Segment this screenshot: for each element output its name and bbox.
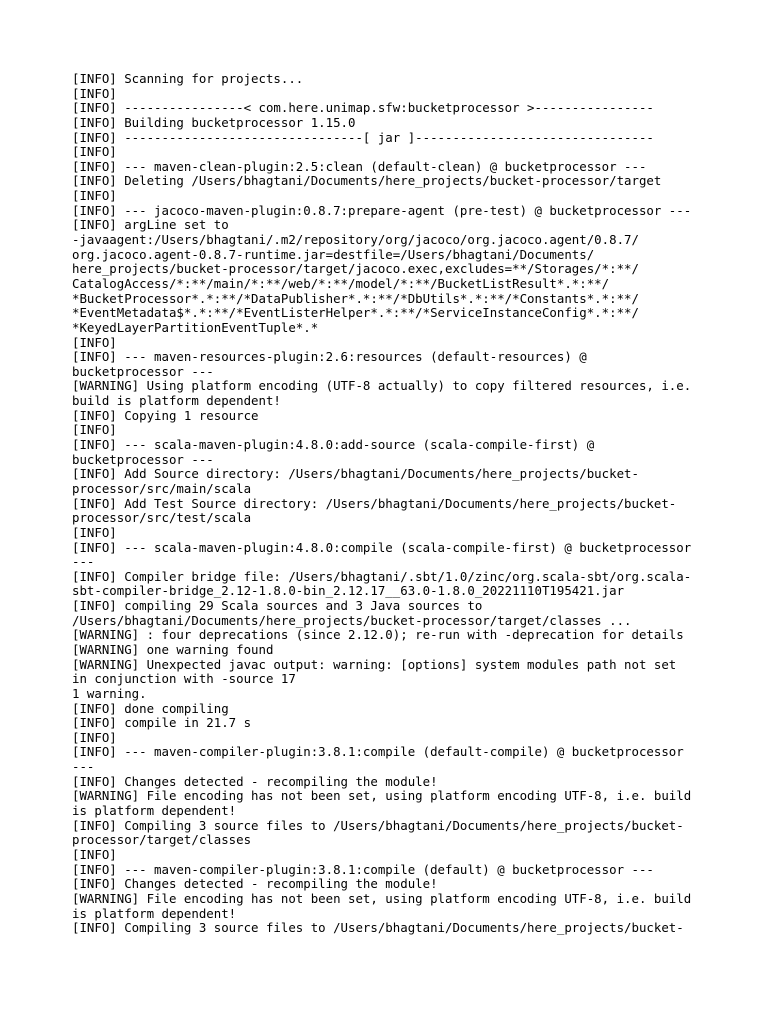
log-line: [INFO] --------------------------------[ jar ]-------------------------------- [72,129,654,145]
log-line: [INFO] ----------------< com.here.unimap.sfw:bucketprocessor >---------------- [72,100,654,116]
log-line: org.jacoco.agent-0.8.7-runtime.jar=destfile=/Users/bhagtani/Documents/ [72,246,595,262]
log-line: [INFO] Scanning for projects... [72,71,304,86]
log-line: [INFO] Add Test Source directory: /Users/bhagtani/Documents/here_projects/bucket- [72,495,677,511]
log-line: [WARNING] File encoding has not been set, using platform encoding UTF-8, i.e. build [72,890,692,906]
log-line: CatalogAccess/*:**/main/*:**/web/*:**/model/*:**/BucketListResult*.*:**/ [72,275,610,291]
log-line: [WARNING] Unexpected javac output: warning: [options] system modules path not set [72,656,677,672]
log-line: is platform dependent! [72,803,237,819]
log-line: processor/target/classes [72,832,252,848]
log-line: [INFO] done compiling [72,700,229,716]
log-line: *BucketProcessor*.*:**/*DataPublisher*.*:**/*DbUtils*.*:**/*Constants*.*:**/ [72,290,639,306]
log-line: sbt-compiler-bridge_2.12-1.8.0-bin_2.12.17__63.0-1.8.0_20221110T195421.jar [72,583,625,599]
log-line: [INFO] [72,334,117,350]
log-line: [INFO] Deleting /Users/bhagtani/Documents/here_projects/bucket-processor/target [72,173,662,189]
log-line: [INFO] [72,85,117,101]
log-line: [INFO] Copying 1 resource [72,407,259,423]
log-line: [INFO] --- scala-maven-plugin:4.8.0:add-source (scala-compile-first) @ [72,437,595,453]
log-line: [INFO] --- maven-compiler-plugin:3.8.1:compile (default-compile) @ bucketprocessor [72,744,684,760]
log-line: --- [72,554,95,570]
log-line: [INFO] [72,188,117,204]
log-line: processor/src/main/scala [72,480,252,496]
log-line: [INFO] [72,144,117,160]
log-line: [INFO] Building bucketprocessor 1.15.0 [72,114,356,130]
log-line: --- [72,759,95,775]
log-line: [INFO] --- maven-resources-plugin:2.6:resources (default-resources) @ [72,349,587,365]
log-line: [INFO] --- maven-compiler-plugin:3.8.1:compile (default) @ bucketprocessor --- [72,861,654,877]
log-line: *EventMetadata$*.*:**/*EventListerHelper*.*:**/*ServiceInstanceConfig*.*:**/ [72,305,639,321]
log-line: [INFO] Changes detected - recompiling the module! [72,876,438,892]
log-line: in conjunction with -source 17 [72,671,296,687]
log-line: is platform dependent! [72,905,237,921]
log-line: [INFO] [72,729,117,745]
log-line: [WARNING] one warning found [72,641,274,657]
log-line: bucketprocessor --- [72,451,214,467]
log-line: processor/src/test/scala [72,510,252,526]
log-line: bucketprocessor --- [72,363,214,379]
log-line: build is platform dependent! [72,393,281,409]
log-line: [INFO] --- scala-maven-plugin:4.8.0:compile (scala-compile-first) @ bucketprocessor [72,539,692,555]
log-line: [INFO] compile in 21.7 s [72,715,252,731]
log-line: 1 warning. [72,685,147,701]
log-line: [WARNING] : four deprecations (since 2.12.0); re-run with -deprecation for details [72,627,684,643]
log-line: [INFO] Compiler bridge file: /Users/bhagtani/.sbt/1.0/zinc/org.scala-sbt/org.scala- [72,568,692,584]
log-line: [INFO] Changes detected - recompiling the module! [72,773,438,789]
log-line: -javaagent:/Users/bhagtani/.m2/repository/org/jacoco/org.jacoco.agent/0.8.7/ [72,232,639,248]
log-line: [WARNING] File encoding has not been set, using platform encoding UTF-8, i.e. build [72,788,692,804]
log-line: [INFO] argLine set to [72,217,229,233]
log-line: here_projects/bucket-processor/target/jacoco.exec,excludes=**/Storages/*:**/ [72,261,639,277]
log-line: [INFO] Compiling 3 source files to /Users/bhagtani/Documents/here_projects/bucket- [72,920,684,936]
log-line: [INFO] --- jacoco-maven-plugin:0.8.7:prepare-agent (pre-test) @ bucketprocessor --- [72,202,692,218]
log-line: [INFO] [72,524,117,540]
log-line: /Users/bhagtani/Documents/here_projects/bucket-processor/target/classes ... [72,612,632,628]
log-line: [WARNING] Using platform encoding (UTF-8 actually) to copy filtered resources, i.e. [72,378,692,394]
log-line: [INFO] [72,422,117,438]
log-line: [INFO] Compiling 3 source files to /Users/bhagtani/Documents/here_projects/bucket- [72,817,684,833]
build-log [72,72,712,936]
log-line: [INFO] compiling 29 Scala sources and 3 Java sources to [72,598,483,614]
log-line: [INFO] Add Source directory: /Users/bhagtani/Documents/here_projects/bucket- [72,466,639,482]
log-line: [INFO] [72,846,117,862]
log-line: *KeyedLayerPartitionEventTuple*.* [72,319,319,335]
log-line: [INFO] --- maven-clean-plugin:2.5:clean (default-clean) @ bucketprocessor --- [72,158,647,174]
